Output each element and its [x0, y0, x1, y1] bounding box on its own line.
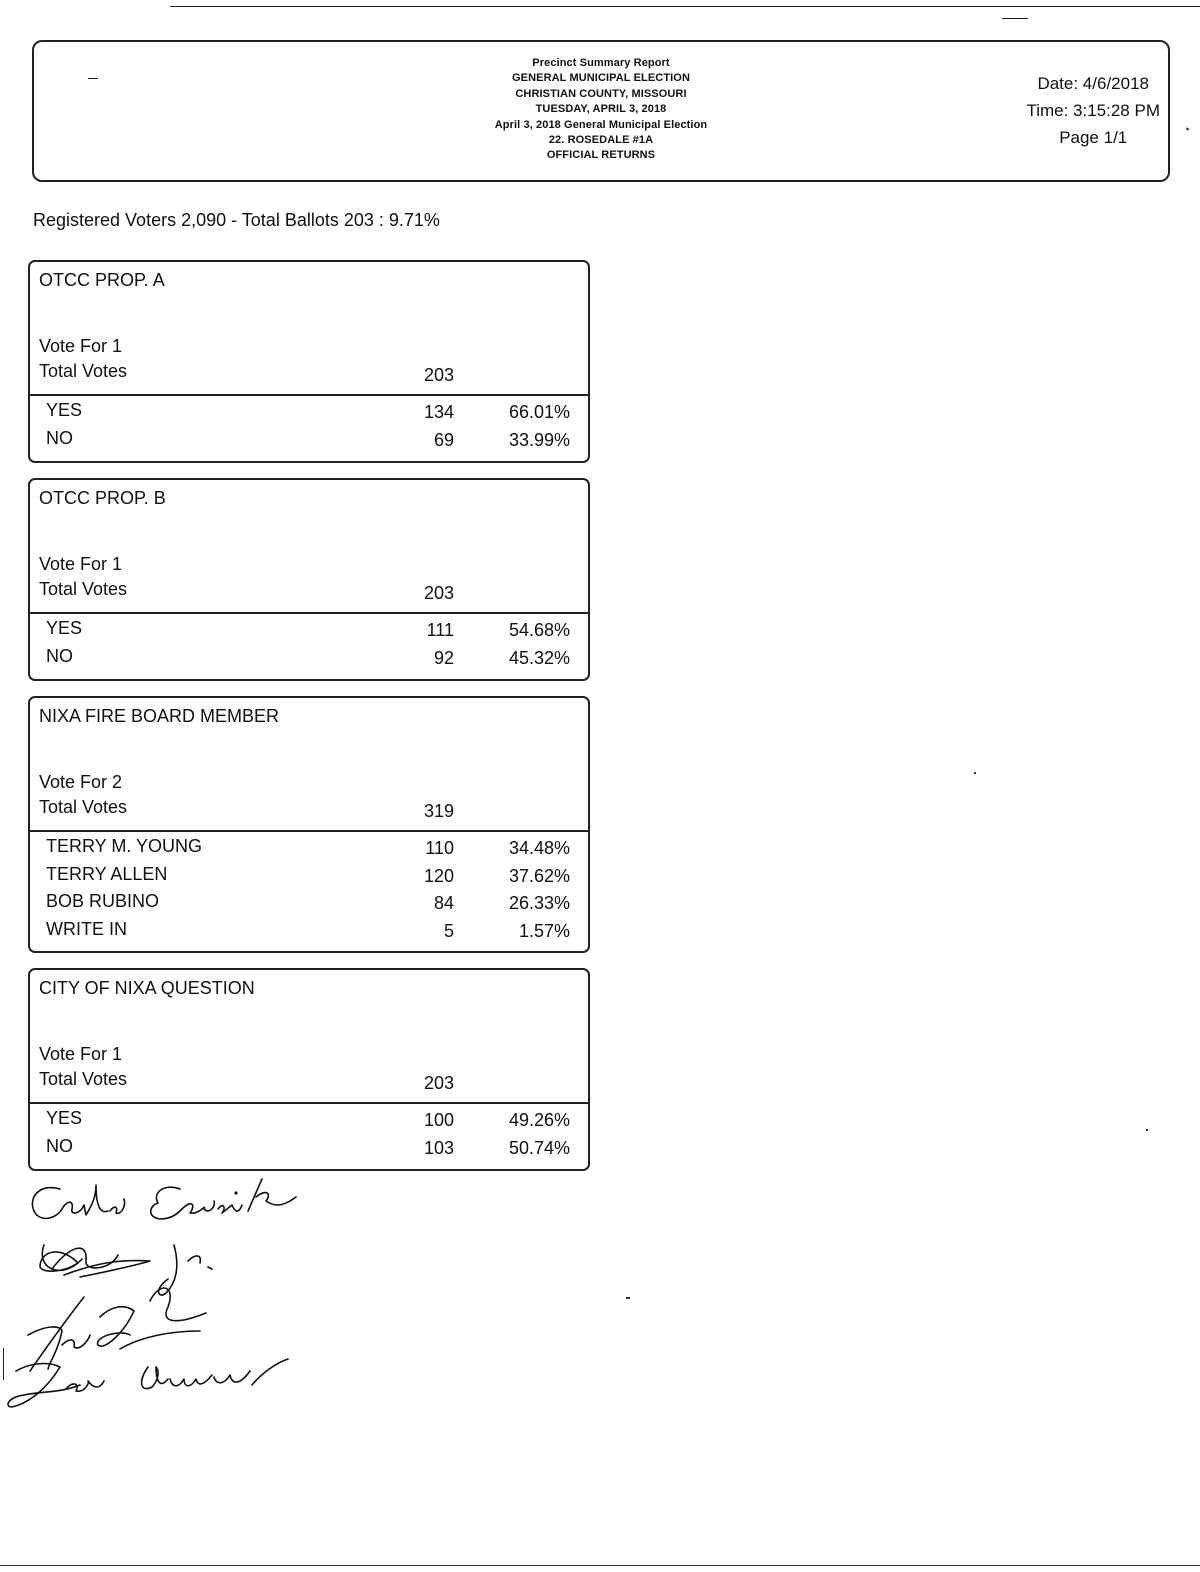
result-row: [30, 1108, 588, 1136]
result-row: [30, 891, 588, 919]
choice-percent: 45.32%: [508, 647, 570, 668]
total-votes-label: Total Votes: [39, 361, 128, 381]
choice-votes: 69: [433, 429, 454, 450]
contest-box-city-of-nixa-question: [28, 968, 590, 1171]
report-title-line-5: April 3, 2018 General Municipal Election: [494, 118, 708, 131]
total-votes-label: Total Votes: [39, 579, 128, 599]
result-rows: [30, 400, 588, 455]
choice-name: NO: [46, 427, 73, 448]
choice-name: NO: [46, 645, 73, 666]
contest-box-nixa-fire-board: [28, 696, 590, 953]
result-rows: [30, 836, 588, 946]
scan-speck: [1146, 1129, 1148, 1131]
report-date: Date: 4/6/2018: [1037, 74, 1149, 93]
choice-name: NO: [46, 1135, 73, 1156]
scan-mark: [1002, 18, 1028, 19]
contest-box-otcc-prop-a: [28, 260, 590, 463]
choice-percent: 49.26%: [508, 1110, 570, 1130]
choice-percent: 66.01%: [508, 402, 570, 422]
vote-for-label: Vote For 1: [39, 554, 123, 574]
result-row: [30, 646, 588, 674]
report-page: Page 1/1: [1059, 128, 1128, 147]
scan-speck: [626, 1297, 630, 1299]
scan-bottom-rule: [0, 1565, 1200, 1566]
contest-title: OTCC PROP. B: [39, 488, 166, 508]
contest-title: CITY OF NIXA QUESTION: [39, 978, 255, 998]
report-time: Time: 3:15:28 PM: [1026, 101, 1160, 120]
choice-name: TERRY M. YOUNG: [46, 836, 203, 856]
report-title-block: [34, 56, 1168, 164]
report-meta: [1026, 70, 1160, 151]
report-title-line-2: GENERAL MUNICIPAL ELECTION: [512, 72, 690, 85]
choice-name: YES: [46, 400, 83, 420]
total-votes-value: 319: [423, 801, 454, 821]
choice-votes: 100: [423, 1110, 454, 1130]
vote-for-label: Vote For 1: [39, 336, 123, 356]
result-rows: [30, 1108, 588, 1163]
total-votes-value: 203: [423, 583, 454, 603]
total-votes-label: Total Votes: [39, 797, 128, 817]
report-title-line-3: CHRISTIAN COUNTY, MISSOURI: [515, 87, 687, 100]
choice-percent: 37.62%: [508, 865, 570, 886]
turnout-summary: Registered Voters 2,090 - Total Ballots 203 : 9.71%: [33, 210, 440, 230]
contest-title: NIXA FIRE BOARD MEMBER: [39, 706, 280, 726]
choice-percent: 33.99%: [508, 429, 570, 450]
result-row: [30, 864, 588, 892]
report-title-line-1: Precinct Summary Report: [532, 57, 670, 69]
choice-percent: 1.57%: [518, 920, 570, 941]
choice-percent: 54.68%: [508, 620, 570, 640]
report-title-line-4: TUESDAY, APRIL 3, 2018: [535, 103, 667, 116]
choice-votes: 111: [426, 620, 454, 640]
choice-votes: 103: [423, 1137, 454, 1158]
contest-title: OTCC PROP. A: [39, 270, 165, 290]
choice-name: WRITE IN: [46, 918, 127, 939]
result-row: [30, 428, 588, 456]
handwritten-signatures: [0, 1175, 320, 1420]
vote-for-label: Vote For 2: [39, 772, 123, 792]
vote-for-label: Vote For 1: [39, 1044, 123, 1064]
scan-speck: [974, 772, 976, 774]
choice-votes: 84: [433, 893, 454, 913]
result-row: [30, 919, 588, 947]
total-votes-value: 203: [423, 365, 454, 385]
contest-box-otcc-prop-b: [28, 478, 590, 681]
scan-edge-mark: [3, 1348, 4, 1380]
report-title-line-6: 22. ROSEDALE #1A: [548, 134, 654, 147]
result-row: [30, 1136, 588, 1164]
contest-divider: [30, 830, 588, 832]
choice-votes: 134: [423, 402, 454, 422]
choice-votes: 92: [433, 647, 454, 668]
choice-name: YES: [46, 1108, 83, 1128]
choice-percent: 50.74%: [508, 1137, 570, 1158]
choice-percent: 34.48%: [508, 838, 570, 858]
total-votes-value: 203: [423, 1073, 454, 1093]
result-row: [30, 618, 588, 646]
contest-divider: [30, 394, 588, 396]
choice-percent: 26.33%: [508, 893, 570, 913]
choice-name: TERRY ALLEN: [46, 863, 168, 884]
result-row: [30, 400, 588, 428]
report-title-line-7: OFFICIAL RETURNS: [546, 149, 656, 162]
choice-votes: 110: [425, 838, 454, 858]
report-header: [32, 40, 1170, 182]
result-row: [30, 836, 588, 864]
choice-name: YES: [46, 618, 83, 638]
total-votes-label: Total Votes: [39, 1069, 128, 1089]
scan-speck: [1186, 127, 1190, 130]
choice-name: BOB RUBINO: [46, 891, 160, 911]
scan-top-rule: [170, 6, 1200, 7]
result-rows: [30, 618, 588, 673]
contest-divider: [30, 612, 588, 614]
choice-votes: 5: [443, 920, 454, 941]
choice-votes: 120: [423, 865, 454, 886]
contest-divider: [30, 1102, 588, 1104]
